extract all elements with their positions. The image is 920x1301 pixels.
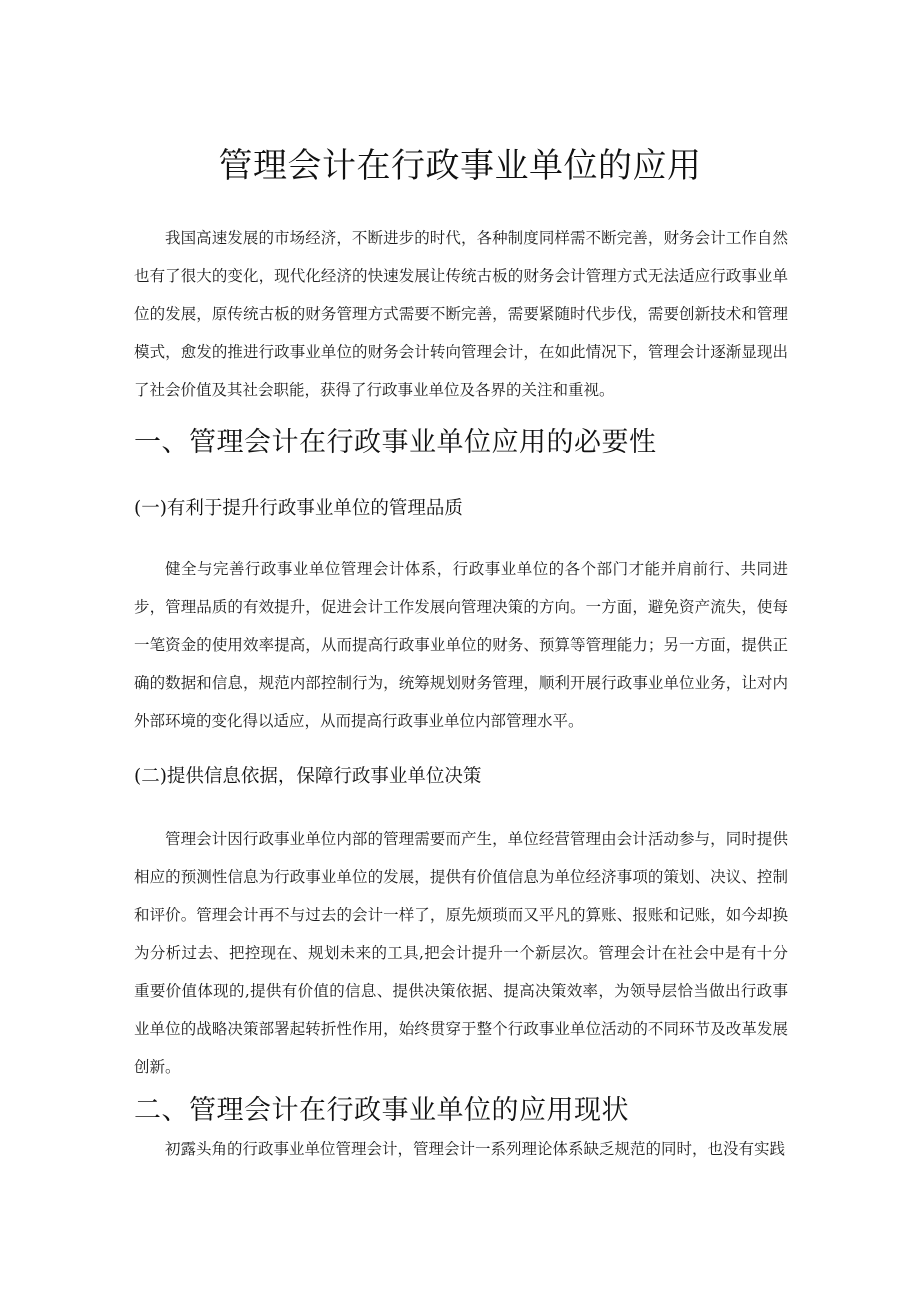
section-1-sub-2-heading: (二)提供信息依据，保障行政事业单位决策	[134, 766, 482, 787]
intro-paragraph: 我国高速发展的市场经济，不断进步的时代，各种制度同样需不断完善，财务会计工作自然也有了很大的变化，现代化经济的快速发展让传统古板的财务会计管理方式无法适应行政事业单位的发展，原传统古板的财务管理方式需要不断完善，需要紧随时代步伐，需要创新技术和管理模式，愈发的推进行政事业单位的财务会计转向管理会计，在如此情况下，管理会计逐渐显现出了社会价值及其社会职能，获得了行政事业单位及各界的关注和重视。	[134, 229, 788, 399]
section-1-sub-1-heading: (一)有利于提升行政事业单位的管理品质	[134, 498, 463, 519]
section-2-paragraph: 初露头角的行政事业单位管理会计，管理会计一系列理论体系缺乏规范的同时，也没有实践	[165, 1140, 786, 1158]
section-1-sub-2-paragraph: 管理会计因行政事业单位内部的管理需要而产生，单位经营管理由会计活动参与，同时提供相应的预测性信息为行政事业单位的发展，提供有价值信息为单位经济事项的策划、决议、控制和评价。管理会计再不与过去的会计一样了，原先烦琐而又平凡的算账、报账和记账，如今却换为分析过去、把控现在、规划未来的工具,把会计提升一个新层次。管理会计在社会中是有十分重要价值体现的,提供有价值的信息、提供决策依据、提高决策效率，为领导层恰当做出行政事业单位的战略决策部署起转折性作用，始终贯穿于整个行政事业单位活动的不同环节及改革发展创新。	[134, 830, 788, 1076]
section-1-heading: 一、管理会计在行政事业单位应用的必要性	[134, 427, 657, 458]
document-title: 管理会计在行政事业单位的应用	[218, 146, 702, 186]
section-1-sub-1-paragraph: 健全与完善行政事业单位管理会计体系，行政事业单位的各个部门才能并肩前行、共同进步，管理品质的有效提升，促进会计工作发展向管理决策的方向。一方面，避免资产流失，使每一笔资金的使用效率提高，从而提高行政事业单位的财务、预算等管理能力；另一方面，提供正确的数据和信息，规范内部控制行为，统筹规划财务管理，顺利开展行政事业单位业务，让对内外部环境的变化得以适应，从而提高行政事业单位内部管理水平。	[134, 560, 788, 730]
section-2-heading: 二、管理会计在行政事业单位的应用现状	[134, 1095, 629, 1126]
